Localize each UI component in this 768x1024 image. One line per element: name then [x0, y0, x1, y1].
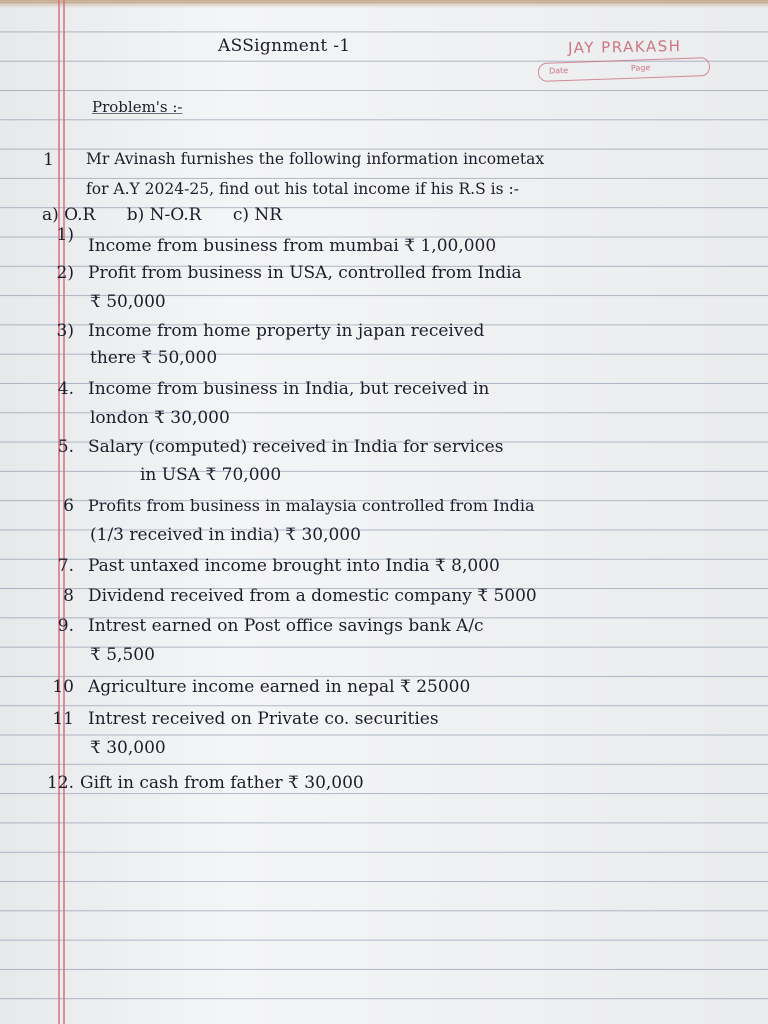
question-line: Mr Avinash furnishes the following information incometax — [86, 150, 545, 168]
item-text-continued: ₹ 5,500 — [90, 645, 155, 665]
item-number: 2) — [56, 263, 74, 283]
item-text-continued: ₹ 30,000 — [90, 738, 166, 758]
item-text-continued: in USA ₹ 70,000 — [140, 465, 282, 485]
item-text: Gift in cash from father ₹ 30,000 — [80, 773, 364, 793]
date-page-box — [538, 57, 711, 82]
question-line: for A.Y 2024-25, find out his total income if his R.S is :- — [86, 180, 519, 198]
item-text-continued: ₹ 50,000 — [90, 292, 166, 312]
item-number: 8 — [63, 586, 74, 606]
item-number: 6 — [63, 496, 74, 516]
item-text: Profits from business in malaysia controlled from India — [88, 496, 535, 515]
name-stamp: JAY PRAKASH — [567, 37, 682, 57]
item-number: 4. — [57, 379, 74, 399]
assignment-title: ASSignment -1 — [218, 36, 351, 56]
item-number: 11 — [52, 709, 74, 729]
page-label: Page — [630, 63, 651, 73]
item-number: 7. — [57, 556, 74, 576]
item-number: 10 — [52, 677, 74, 697]
option-nr: c) NR — [232, 205, 283, 225]
option-or: a) O.R — [42, 205, 96, 225]
item-text-continued: there ₹ 50,000 — [90, 348, 218, 368]
residential-status-options — [42, 205, 288, 225]
question-number: 1 — [43, 150, 54, 170]
item-number: 9. — [57, 616, 74, 636]
item-text: Past untaxed income brought into India ₹ 8,000 — [88, 556, 500, 576]
page-top-edge — [0, 0, 768, 8]
item-text: Income from home property in japan received — [88, 321, 485, 341]
item-text: Agriculture income earned in nepal ₹ 25000 — [88, 677, 471, 697]
option-nor: b) N-O.R — [126, 205, 202, 225]
item-number: 5. — [57, 437, 74, 457]
item-number: 12. — [46, 773, 74, 793]
item-number: 3) — [56, 321, 74, 341]
item-text-continued: (1/3 received in india) ₹ 30,000 — [90, 525, 361, 545]
item-text: Profit from business in USA, controlled from India — [88, 263, 522, 283]
section-heading: Problem's :- — [92, 98, 183, 116]
item-number: 1) — [56, 225, 74, 245]
item-text: Intrest received on Private co. securities — [88, 709, 439, 729]
item-text: Income from business from mumbai ₹ 1,00,000 — [88, 236, 497, 256]
item-text: Income from business in India, but received in — [88, 379, 490, 399]
date-label: Date — [548, 65, 569, 76]
item-text: Dividend received from a domestic company ₹ 5000 — [88, 586, 537, 606]
item-text: Intrest earned on Post office savings bank A/c — [88, 616, 484, 636]
item-text-continued: london ₹ 30,000 — [90, 408, 230, 428]
item-text: Salary (computed) received in India for services — [88, 437, 504, 457]
